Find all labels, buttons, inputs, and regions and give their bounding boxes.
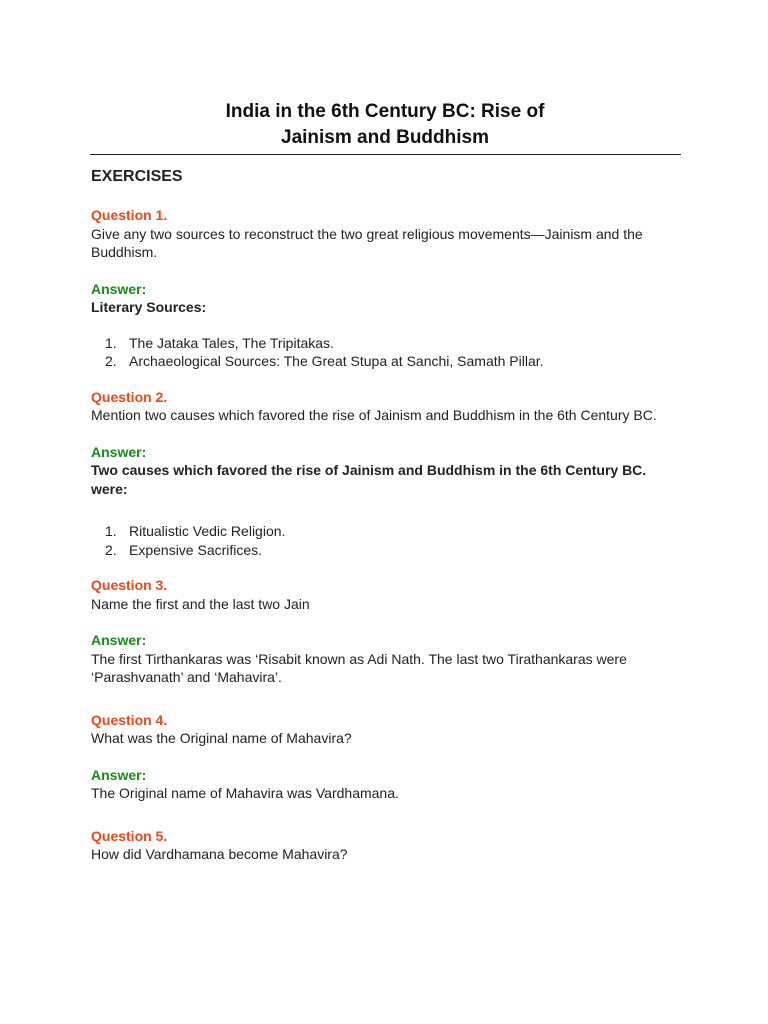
question-text: Mention two causes which favored the rise of Jainism and Buddhism in the 6th Century BC. [91, 407, 657, 423]
question-label: Question 4. [91, 711, 168, 728]
question-block-1 [91, 206, 681, 262]
answer-list [91, 522, 681, 559]
question-block-2 [91, 388, 681, 425]
answer-label: Answer: [91, 443, 147, 460]
list-item: 2. Archaeological Sources: The Great Stupa at Sanchi, Samath Pillar. [105, 353, 544, 369]
page-title [90, 99, 680, 151]
title-line-2: Jainism and Buddhism [281, 127, 489, 148]
question-label: Question 1. [91, 207, 168, 223]
list-item: 1. The Jataka Tales, The Tripitakas. [105, 334, 334, 351]
question-label: Question 5. [91, 827, 168, 844]
section-heading: EXERCISES [91, 168, 183, 185]
answer-heading: Two causes which favored the rise of Jainism and Buddhism in the 6th Century BC. were: [91, 462, 647, 497]
answer-block-4 [91, 766, 681, 803]
question-label: Question 3. [91, 577, 168, 593]
title-divider [90, 154, 681, 155]
answer-label: Answer: [91, 632, 147, 648]
list-item: 2. Expensive Sacrifices. [105, 541, 263, 558]
answer-label: Answer: [91, 766, 147, 783]
answer-list [91, 334, 681, 371]
answer-block-3 [91, 631, 681, 687]
list-item: 1. Ritualistic Vedic Religion. [105, 523, 286, 539]
question-block-3 [91, 576, 681, 613]
answer-heading: Literary Sources: [91, 299, 207, 315]
exercises-content [91, 166, 681, 882]
question-label: Question 2. [91, 388, 168, 405]
answer-block-2 [91, 443, 681, 560]
answer-text: The first Tirthankaras was ‘Risabit known as Adi Nath. The last two Tirathankaras were ‘Parashvanath’ and ‘Mahavira’. [91, 650, 627, 685]
question-text: How did Vardhamana become Mahavira? [91, 846, 348, 862]
answer-block-1 [91, 280, 681, 371]
question-block-5 [91, 827, 681, 864]
question-text: Give any two sources to reconstruct the two great religious movements—Jainism and the Buddhism. [91, 225, 643, 260]
answer-label: Answer: [91, 280, 147, 297]
title-line-1: India in the 6th Century BC: Rise of [225, 101, 545, 122]
answer-text: The Original name of Mahavira was Vardhamana. [91, 785, 399, 801]
question-text: What was the Original name of Mahavira? [91, 730, 352, 746]
question-text: Name the first and the last two Jain [91, 595, 310, 612]
question-block-4 [91, 711, 681, 748]
